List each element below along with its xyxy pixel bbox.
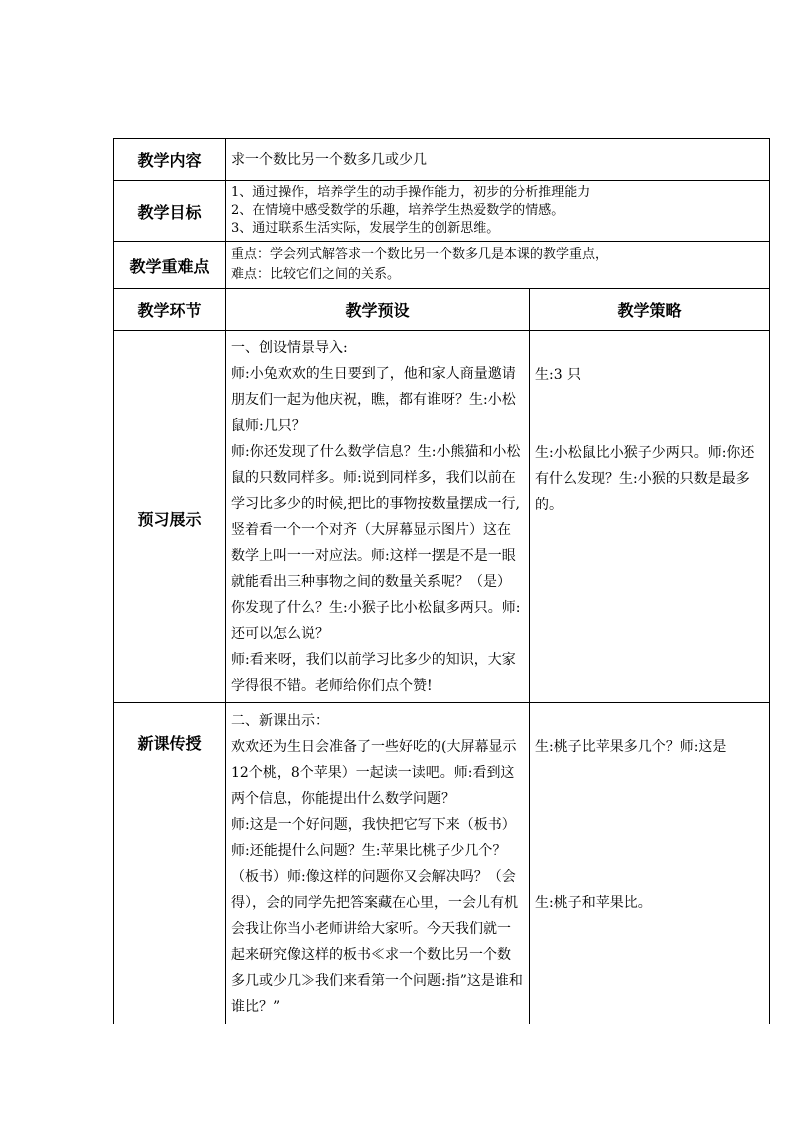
design-paragraph: 师:小兔欢欢的生日要到了，他和家人商量邀请朋友们一起为他庆祝，瞧，都有谁呀？生:小松鼠师:几只？ [231,366,516,434]
design-paragraph: 欢欢还为生日会准备了一些好吃的(大屏幕显示12个桃，8个苹果）一起读一读吧。师:看到这两个信息，你能提出什么数学问题？ [231,739,517,807]
key-points-text [226,242,770,289]
lesson-plan-table [113,138,770,1024]
header-design: 教学预设 [226,289,530,331]
header-strategy: 教学策略 [530,289,770,331]
key-points-label: 教学重难点 [114,242,226,289]
teaching-content-text: 求一个数比另一个数多几或少几 [226,139,770,181]
preview-label: 预习展示 [114,331,226,703]
teaching-goals-list [226,181,770,242]
strategy-paragraph: 生:小松鼠比小猴子少两只。师:你还有什么发现？生:小猴的只数是最多的。 [535,445,755,513]
row-teaching-content [114,139,770,181]
strategy-paragraph: 生:3 只 [535,367,582,383]
new-lesson-label: 新课传授 [114,703,226,1024]
strategy-paragraph: 生:桃子比苹果多几个？师:这是 [535,739,727,755]
goal-item: 1、通过操作，培养学生的动手操作能力，初步的分析推理能力 [231,185,591,200]
header-stage: 教学环节 [114,289,226,331]
row-teaching-goals [114,181,770,242]
new-lesson-strategy [530,703,770,1024]
new-lesson-design [226,703,530,1024]
difficult-point-line: 难点：比较它们之间的关系。 [231,267,401,282]
teaching-goals-label: 教学目标 [114,181,226,242]
row-column-headers [114,289,770,331]
row-new-lesson [114,703,770,1024]
design-paragraph: 师:你还发现了什么数学信息？生:小熊猫和小松鼠的只数同样多。师:说到同样多，我们以前在学习比多少的时候,把比的事物按数量摆成一行,竖着看一个一个对齐（大屏幕显示图片）这在数学上叫一一对应法。师:这样一摆是不是一眼就能看出三种事物之间的数量关系呢？（是）你发现了什么？生:小猴子比小松鼠多两只。师:还可以怎么说？ [231,444,521,642]
design-paragraph: 师:看来呀，我们以前学习比多少的知识，大家学得很不错。老师给你们点个赞! [231,652,516,694]
preview-strategy [530,331,770,703]
strategy-paragraph: 生:桃子和苹果比。 [535,895,652,911]
goal-item: 3、通过联系生活实际，发展学生的创新思维。 [231,221,500,236]
design-paragraph: 师:这是一个好问题，我快把它写下来（板书） [231,817,516,833]
preview-design [226,331,530,703]
teaching-content-label: 教学内容 [114,139,226,181]
design-paragraph: 一、创设情景导入: [231,340,348,356]
row-preview [114,331,770,703]
key-point-line: 重点：学会列式解答求一个数比另一个数多几是本课的教学重点， [231,247,609,262]
row-key-points [114,242,770,289]
design-paragraph: 师:还能提什么问题？生:苹果比桃子少几个？（板书）师:像这样的问题你又会解决吗？（会得），会的同学先把答案藏在心里，一会儿有机会我让你当小老师讲给大家听。今天我们就一起来研究像这样的板书≪求一个数比另一个数多几或少几≫我们来看第一个问题:指”这是谁和谁比？” [231,843,523,1015]
goal-item: 2、在情境中感受数学的乐趣，培养学生热爱数学的情感。 [231,203,565,218]
design-paragraph: 二、新课出示： [231,713,329,729]
